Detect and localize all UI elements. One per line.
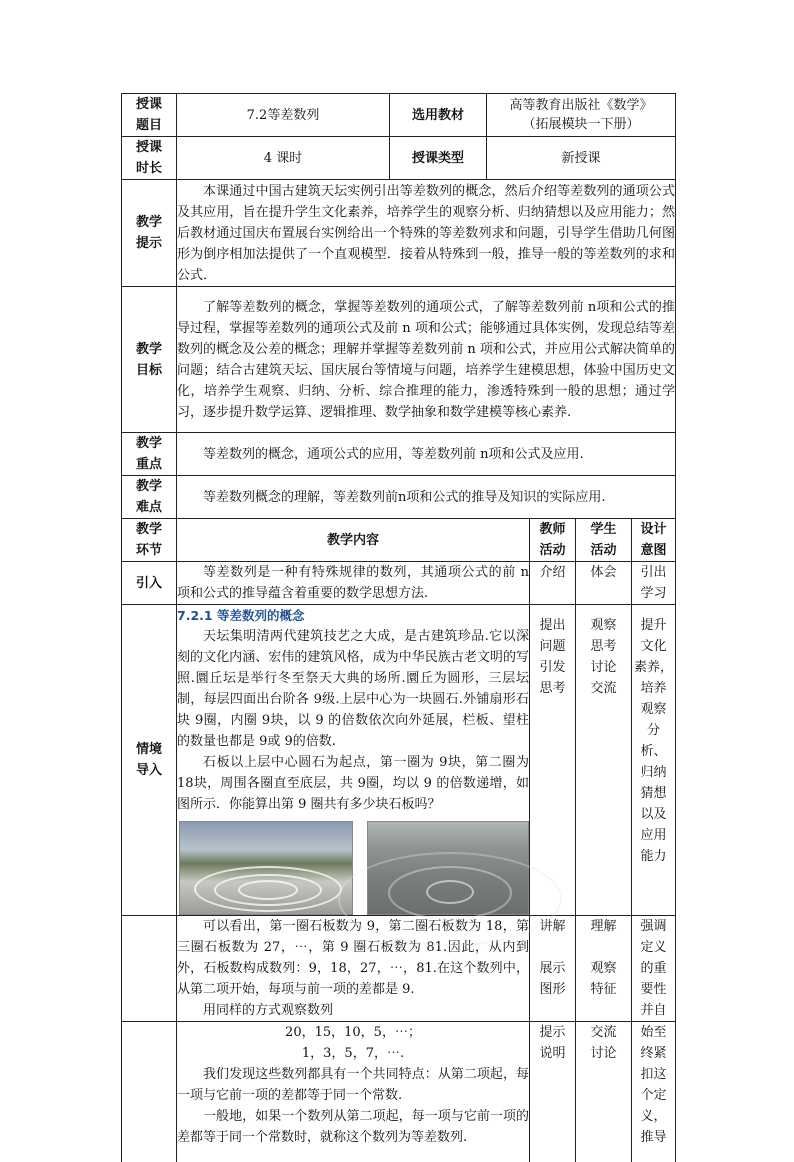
scenario-student: 观察 思考 讨论 交流 (576, 605, 632, 916)
observe-paragraph-2: 用同样的方式观察数列 (203, 1003, 334, 1018)
scenario-stage: 情境 导入 (122, 605, 177, 916)
content-header: 教学内容 (177, 519, 530, 562)
hint-text: 本课通过中国古建筑天坛实例引出等差数列的概念，然后介绍等差数列的通项公式及其应用，旨在提升学生文化素养，培养学生的观察分析、归纳猜想以及应用能力；然后教材通过国庆布置展台实例给出一个特殊的等差数列求和问题，引导学生借助几何图形为倒序相加法提供了一个直观模型．接着从特殊到一般，推导一般的等差数列的求和公式． (177, 180, 676, 287)
difficulty-text: 等差数列概念的理解，等差数列前n项和公式的推导及知识的实际应用. (177, 476, 676, 519)
student-activity-header: 学生 活动 (576, 519, 632, 562)
concept-student: 交流 讨论 (576, 1022, 632, 1162)
concept-teacher: 提示 说明 (530, 1022, 576, 1162)
difficulty-label: 教学 难点 (122, 476, 177, 519)
key-text: 等差数列的概念，通项公式的应用，等差数列前 n项和公式及应用. (177, 433, 676, 476)
concept-paragraph-2: 一般地，如果一个数列从第二项起，每一项与它前一项的差都等于同一个常数时，就称这个数列为等差数列. (177, 1109, 529, 1145)
lesson-plan-table (121, 93, 676, 1162)
textbook-label: 选用教材 (390, 94, 487, 137)
topic-label: 授课 题目 (122, 94, 177, 137)
scenario-teacher: 提出 问题 引发 思考 (530, 605, 576, 916)
concept-content (177, 1022, 530, 1162)
type-label: 授课类型 (390, 137, 487, 180)
sequence-1: 20，15，10，5，⋯； (285, 1025, 421, 1040)
scenario-paragraph-2: 石板以上层中心圆石为起点，第一圈为 9块，第二圈为 18块，周围各圈直至底层，共 9圈，均以 9 的倍数递增，如图所示．你能算出第 9 圈共有多少块石板吗？ (177, 755, 529, 812)
concept-design: 始至 终紧 扣这 个定 义， 推导 (632, 1022, 676, 1162)
observe-design: 强调 定义 的重 要性 并自 (632, 916, 676, 1022)
altar-center-photo (367, 821, 529, 915)
observe-teacher: 讲解 展示 图形 (530, 916, 576, 1022)
goal-text: 了解等差数列的概念，掌握等差数列的通项公式，了解等差数列前 n项和公式的推导过程，掌握等差数列的通项公式及前 n 项和公式；能够通过具体实例，发现总结等差数列的概念及公差的概念；理解并掌握等差数列前 n 项和公式，并应用公式解决简单的问题；结合古建筑天坛、国庆展台等情境与问题，培养学生建模思想，体验中国历史文化，培养学生观察、归纳、分析、综合推理的能力，渗透特殊到一般的思想；通过学习，逐步提升数学运算、逻辑推理、数学抽象和数学建模等核心素养. (177, 287, 676, 433)
goal-label: 教学 目标 (122, 287, 177, 433)
scenario-content (177, 605, 530, 916)
design-intent-header: 设计 意图 (632, 519, 676, 562)
textbook-value: 高等教育出版社《数学》 （拓展模块一下册） (487, 94, 676, 137)
scenario-paragraph-1: 天坛集明清两代建筑技艺之大成，是古建筑珍品.它以深刻的文化内涵、宏伟的建筑风格，成为中华民族古老文明的写照.圜丘坛是举行冬至祭天大典的场所.圜丘为圆形，三层坛制，每层四面出台阶各 9级.上层中心为一块圆石.外铺扇形石块 9圈，内圈 9块，以 9 的倍数依次向外延展，栏板、望柱的数量也都是 9或 9的倍数. (177, 629, 529, 749)
duration-label: 授课 时长 (122, 137, 177, 180)
concept-paragraph-1: 我们发现这些数列都具有一个共同特点：从第二项起，每一项与它前一项的差都等于同一个常数. (177, 1067, 529, 1103)
concept-stage (122, 1022, 177, 1162)
hint-label: 教学 提示 (122, 180, 177, 287)
photo-row (177, 821, 529, 915)
observe-stage (122, 916, 177, 1022)
duration-value: 4 课时 (177, 137, 390, 180)
intro-text: 等差数列是一种有特殊规律的数列，其通项公式的前 n 项和公式的推导蕴含着重要的数学思想方法. (177, 562, 530, 605)
topic-value: 7.2等差数列 (177, 94, 390, 137)
observe-student: 理解 观察 特征 (576, 916, 632, 1022)
section-title: 7.2.1 等差数列的概念 (177, 608, 305, 623)
key-label: 教学 重点 (122, 433, 177, 476)
teacher-activity-header: 教师 活动 (530, 519, 576, 562)
stage-header: 教学 环节 (122, 519, 177, 562)
temple-aerial-photo (179, 821, 353, 915)
intro-teacher: 介绍 (530, 562, 576, 605)
intro-design: 引出 学习 (632, 562, 676, 605)
scenario-design: 提升 文化 素养， 培养 观察 分 析、 归纳 猜想 以及 应用 能力 (632, 605, 676, 916)
type-value: 新授课 (487, 137, 676, 180)
intro-stage: 引入 (122, 562, 177, 605)
observe-paragraph-1: 可以看出，第一圈石板数为 9，第二圈石板数为 18，第三圈石板数为 27，⋯，第 9 圈石板数为 81.因此，从内到外，石板数构成数列：9，18，27，⋯，81.在这个数列中，从第二项开始，每项与前一项的差都是 9. (177, 919, 529, 997)
sequence-2: 1，3，5，7，⋯. (301, 1046, 405, 1061)
intro-student: 体会 (576, 562, 632, 605)
